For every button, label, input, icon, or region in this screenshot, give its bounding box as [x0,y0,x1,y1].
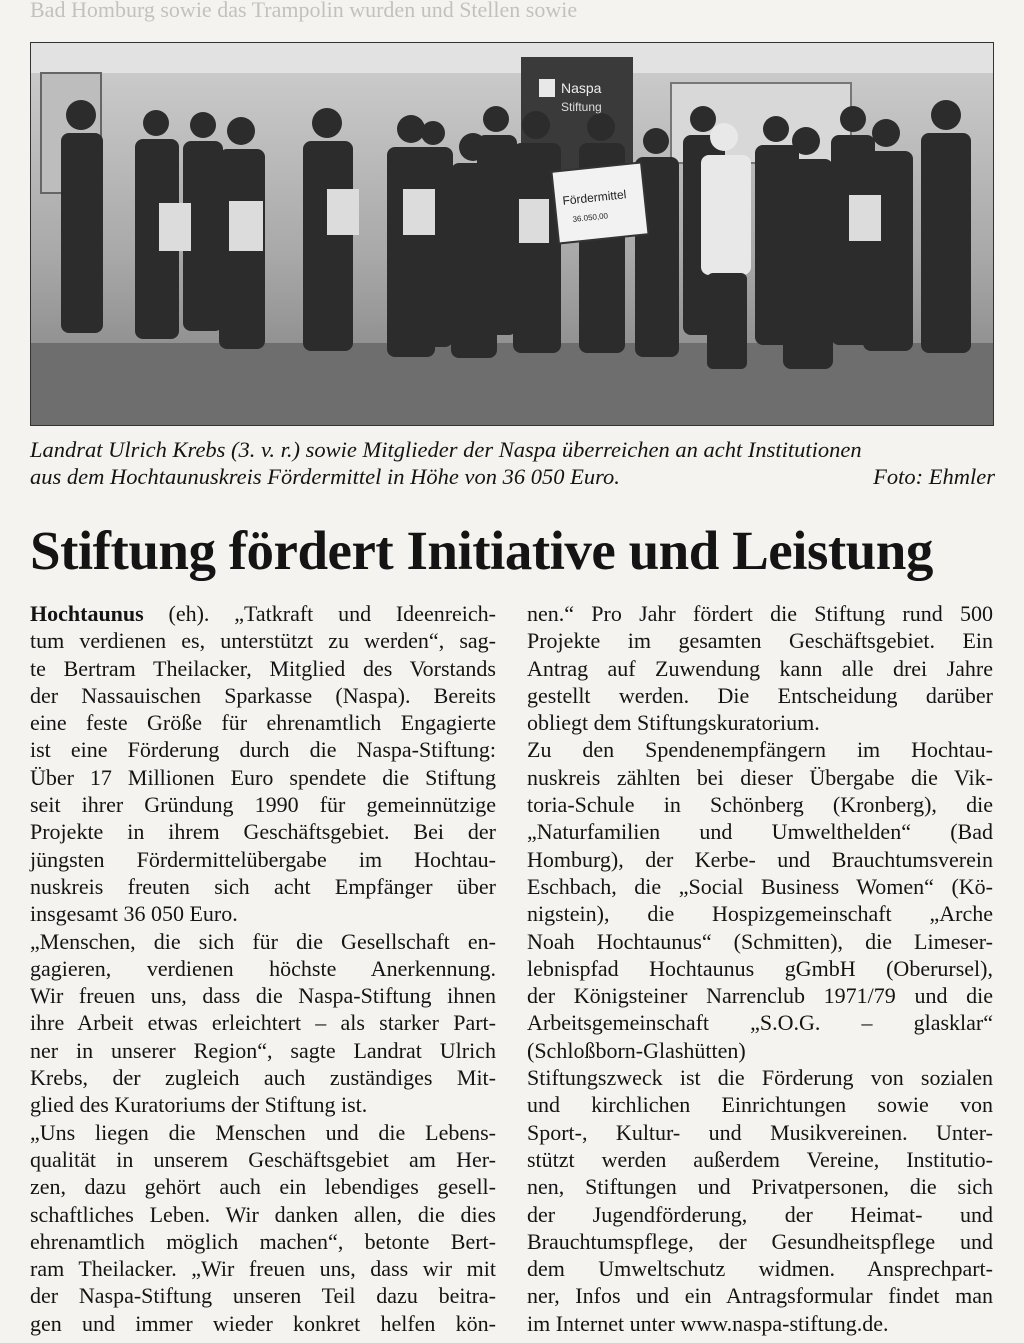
text-line: Eschbach, die „Social Business Women“ (Kö- [527,873,993,899]
text-line: dem Umweltschutz widmen. Ansprechpart- [527,1256,993,1282]
text-line: der Nassauischen Sparkasse (Naspa). Bereits [30,682,496,708]
photo-caption [30,436,995,490]
article-column-left [30,600,496,1337]
text-line: (Schloßborn-Glashütten) [527,1037,746,1063]
text-line: toria-Schule in Schönberg (Kronberg), die [527,792,993,818]
text-line: eine feste Größe für ehrenamtlich Engagierte [30,710,496,736]
check-label: Fördermittel [561,187,627,208]
text-line: „Menschen, die sich für die Gesellschaft en- [30,928,496,954]
caption-line-1: Landrat Ulrich Krebs (3. v. r.) sowie Mitglieder der Naspa überreichen an acht Institutionen [30,437,862,462]
text-line: ram Theilacker. „Wir freuen uns, dass wir mit [30,1256,496,1282]
text-line: nen.“ Pro Jahr fördert die Stiftung rund 500 [527,601,993,626]
text-line: schaftliches Leben. Wir danken allen, die dies [30,1201,496,1227]
text-line: Homburg), der Kerbe- und Brauchtumsverein [527,846,993,872]
text-line: „Naturfamilien und Umwelthelden“ (Bad [527,819,993,845]
text-line: der Jugendförderung, der Heimat- und [527,1201,993,1227]
banner-sub: Stiftung [561,100,602,114]
text-line: Zu den Spendenempfängern im Hochtau- [527,737,993,763]
check-amount: 36.050,00 [572,211,609,224]
text-span: (eh). „Tatkraft und Ideenreich- [143,601,496,626]
text-line: Über 17 Millionen Euro spendete die Stiftung [30,764,496,790]
text-line: insgesamt 36 050 Euro. [30,901,238,927]
article-column-right [527,600,993,1337]
text-line: zen, dazu gehört auch ein lebendiges gesell- [30,1174,496,1200]
text-line: nuskreis freuten sich acht Empfänger über [30,873,496,899]
text-line: lebnispfad Hochtaunus gGmbH (Oberursel), [527,955,993,981]
text-line: „Uns liegen die Menschen und die Lebens- [30,1119,496,1145]
group-photo [30,42,994,426]
text-line: Wir freuen uns, dass die Naspa-Stiftung ihnen [30,983,496,1009]
text-line: qualität in unserem Geschäftsgebiet am Her- [30,1146,496,1172]
text-line: Arbeitsgemeinschaft „S.O.G. – glasklar“ [527,1010,993,1036]
text-line: und kirchlichen Einrichtungen sowie von [527,1092,993,1118]
text-line [30,600,496,627]
text-line: ihre Arbeit etwas erleichtert – als starker Part- [30,1010,496,1036]
donation-check [551,162,648,243]
text-line: der Naspa-Stiftung unseren Teil dazu beitra- [30,1283,496,1309]
text-line: stützt werden außerdem Vereine, Institutio- [527,1146,993,1172]
sparkasse-logo-icon [539,79,555,97]
article-headline: Stiftung fördert Initiative und Leistung [30,520,933,581]
text-line: gagieren, verdienen höchste Anerkennung. [30,955,496,981]
text-line: Projekte in ihrem Geschäftsgebiet. Bei der [30,819,496,845]
text-line: Brauchtumspflege, der Gesundheitspflege und [527,1228,993,1254]
text-line: nigstein), die Hospizgemeinschaft „Arche [527,901,993,927]
photo-credit: Foto: Ehmler [873,464,995,489]
text-line: Antrag auf Zuwendung kann alle drei Jahre [527,655,993,681]
text-line: Projekte im gesamten Geschäftsgebiet. Ein [527,628,993,654]
text-line: jüngsten Fördermittelübergabe im Hochtau- [30,846,496,872]
text-line: seit ihrer Gründung 1990 für gemeinnützige [30,792,496,818]
text-line: glied des Kuratoriums der Stiftung ist. [30,1092,368,1118]
caption-line-2: aus dem Hochtaunuskreis Fördermittel in Höhe von 36 050 Euro. [30,464,620,489]
dateline: Hochtaunus [30,601,144,626]
text-line: ner, Infos und ein Antragsformular findet man [527,1283,993,1309]
photo-illustration [31,43,993,425]
text-line: der Königsteiner Narrenclub 1971/79 und die [527,983,993,1009]
text-line: Noah Hochtaunus“ (Schmitten), die Limeser- [527,928,993,954]
text-line: obliegt dem Stiftungskuratorium. [527,710,820,736]
text-line: tum verdienen es, unterstützt zu werden“, sag- [30,628,496,654]
text-line: ehrenamtlich möglich machen“, betonte Bert- [30,1228,496,1254]
text-line: nuskreis zählten bei dieser Übergabe die Vik- [527,764,993,790]
text-line: im Internet unter www.naspa-stiftung.de. [527,1310,889,1336]
text-line: ner in unserer Region“, sagte Landrat Ulrich [30,1037,496,1063]
text-line: te Bertram Theilacker, Mitglied des Vorstands [30,655,496,681]
text-line: Stiftungszweck ist die Förderung von sozialen [527,1065,993,1091]
previous-article-bleed: Bad Homburg sowie das Trampolin wurden und Stellen sowie [30,0,578,22]
text-line: gen und immer wieder konkret helfen kön- [30,1310,496,1336]
text-line: nen, Stiftungen und Privatpersonen, die sich [527,1174,993,1200]
text-line: Krebs, der zugleich auch zuständiges Mit- [30,1065,496,1091]
banner-brand: Naspa [561,80,602,96]
text-line: ist eine Förderung durch die Naspa-Stiftung: [30,737,496,763]
text-line: gestellt werden. Die Entscheidung darüber [527,682,993,708]
text-line: Sport-, Kultur- und Musikvereinen. Unter- [527,1119,993,1145]
